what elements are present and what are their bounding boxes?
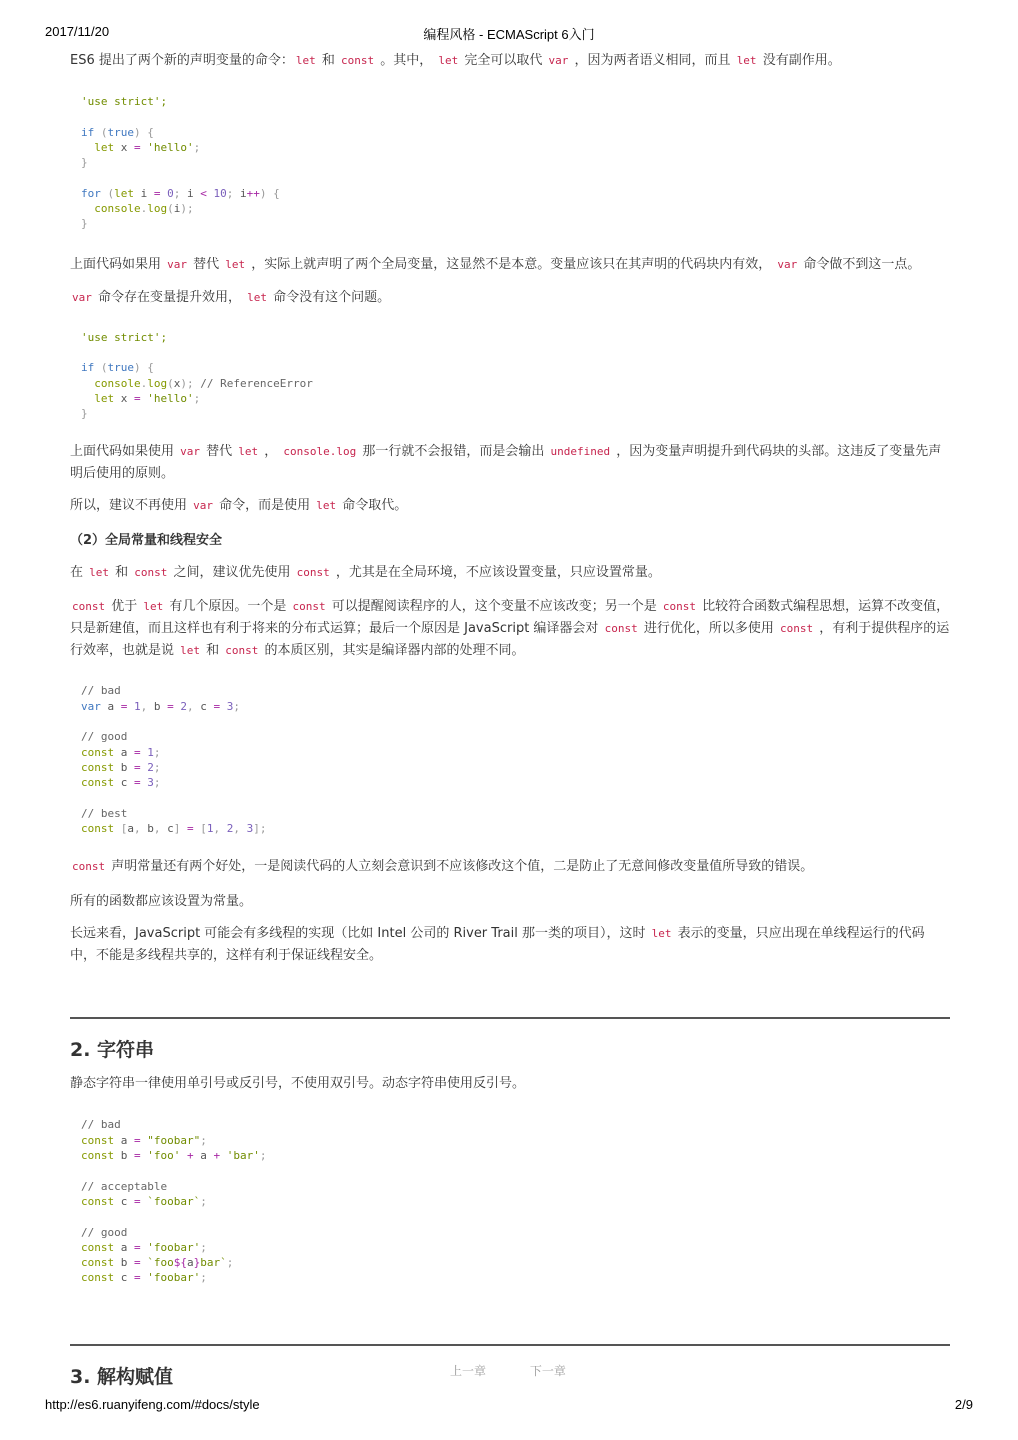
- print-date: 2017/11/20: [45, 24, 110, 39]
- paragraph: 上面代码如果用 var 替代 let ，实际上就声明了两个全局变量，这显然不是本意。变量应该只在其声明的代码块内有效， var 命令做不到这一点。: [70, 256, 921, 272]
- paragraph: const 优于 let 有几个原因。一个是 const 可以提醒阅读程序的人，这个变量不应该改变；另一个是 const 比较符合函数式编程思想，运算不改变值，只是新建值，而且这样也有利于将来的分布式运算；最后一个原因是 JavaScript 编译器会对 const 进行优化，所以多使用 const ，有利于提供程序的运行效率，也就是说 let 和 const 的本质区别，其实是编译器内部的处理不同。: [70, 599, 950, 659]
- paragraph: 所有的函数都应该设置为常量。: [70, 894, 253, 910]
- paragraph: const 声明常量还有两个好处，一是阅读代码的人立刻会意识到不应该修改这个值，二是防止了无意间修改变量值所导致的错误。: [72, 859, 814, 875]
- page-number: 2/9: [954, 1397, 973, 1412]
- paragraph: ES6 提出了两个新的声明变量的命令： let 和 const 。其中， let 完全可以取代 var ，因为两者语义相同，而且 let 没有副作用。: [70, 53, 841, 68]
- paragraph: 静态字符串一律使用单引号或反引号，不使用双引号。动态字符串使用反引号。: [70, 1076, 526, 1092]
- code-block: 'use strict'; if (true) { console.log(x); // ReferenceError let x = 'hello'; }: [81, 330, 313, 421]
- paragraph: 在 let 和 const 之间，建议优先使用 const ，尤其是在全局环境，不应该设置变量，只应设置常量。: [70, 565, 661, 581]
- paragraph: 上面代码如果使用 var 替代 let ， console.log 那一行就不会报错，而是会输出 undefined ，因为变量声明提升到代码块的头部。这违反了变量先声明后使用的原则。: [70, 444, 942, 482]
- next-chapter-link[interactable]: 下一章: [529, 1364, 566, 1378]
- section-heading-destructuring: 3. 解构赋值: [70, 1365, 174, 1388]
- prev-chapter-link[interactable]: 上一章: [450, 1364, 487, 1378]
- subsection-heading: （2）全局常量和线程安全: [70, 533, 223, 549]
- print-title: 编程风格 - ECMAScript 6入门: [423, 27, 595, 42]
- print-footer: [45, 1397, 973, 1415]
- paragraph: var 命令存在变量提升效用， let 命令没有这个问题。: [72, 289, 391, 305]
- print-header: [45, 24, 973, 42]
- section-heading-strings: 2. 字符串: [70, 1039, 155, 1062]
- chapter-pager: [450, 1362, 606, 1379]
- article-content: [70, 50, 950, 1390]
- paragraph: 所以，建议不再使用 var 命令，而是使用 let 命令取代。: [70, 498, 408, 514]
- paragraph: 长远来看，JavaScript 可能会有多线程的实现（比如 Intel 公司的 River Trail 那一类的项目），这时 let 表示的变量，只应出现在单线程运行的代码中，不能是多线程共享的，这样有利于保证线程安全。: [70, 926, 925, 964]
- code-block: // bad const a = "foobar"; const b = 'foo' + a + 'bar'; // acceptable const c = `foobar`; // good const a = 'foobar'; const b = `foo${a}bar`; const c = 'foobar';: [81, 1118, 267, 1285]
- print-url: http://es6.ruanyifeng.com/#docs/style: [45, 1397, 260, 1412]
- code-block: 'use strict'; if (true) { let x = 'hello'; } for (let i = 0; i < 10; i++) { console.log(i); }: [81, 95, 280, 231]
- code-block: // bad var a = 1, b = 2, c = 3; // good const a = 1; const b = 2; const c = 3; // best const [a, b, c] = [1, 2, 3];: [81, 684, 267, 836]
